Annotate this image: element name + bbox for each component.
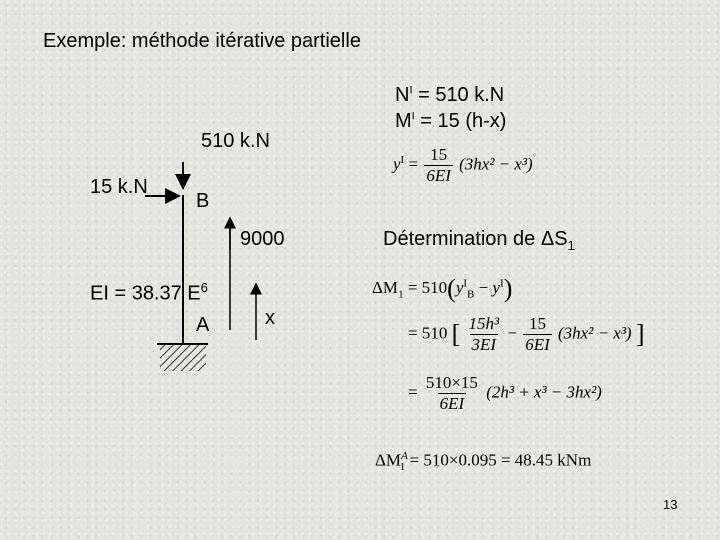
normal-force-eq: $N^I = 510$ k.N [395, 84, 505, 106]
node-a-label: A [196, 314, 210, 336]
node-b-label: B [196, 190, 210, 212]
expansion-eq: = 510 [ $\frac{\text{15h³}}{3EI}$ − $\frac{15}{6EI}$ (3hx² − x³) ] [408, 314, 645, 354]
stiffness-label: EI = 38.37 $E^6$ [90, 280, 208, 305]
bracket-close: ] [635, 319, 645, 349]
moment-eq: $M^I = 15$ (h-x) [395, 110, 507, 132]
delta-m-eq: $\Delta M_1 = 510(y^I_B - y^I)$ [372, 274, 513, 303]
section-heading: Détermination de $\Delta S_1$ [383, 228, 575, 253]
page-number: 13 [663, 497, 678, 512]
vertical-load-label: 510 k.N [201, 130, 270, 152]
length-label: 9000 [240, 228, 285, 250]
final-eq: $\Delta M^A_1 = 510\times 0.095 = 48.45$ kNm [375, 450, 592, 474]
support-hatch [160, 345, 206, 371]
bracket-open: [ [451, 319, 461, 349]
x-label: x [265, 307, 275, 329]
simplified-eq: = $\frac{510\times 15}{6EI}$ (2h³ + x³ − 3hx²) [408, 373, 602, 413]
deflection-eq: $y^I$ = $\frac{15}{6EI}$ (3hx² − x³) [393, 145, 533, 185]
slide-title: Exemple: méthode itérative partielle [43, 30, 361, 52]
horizontal-load-label: 15 k.N [90, 176, 148, 198]
